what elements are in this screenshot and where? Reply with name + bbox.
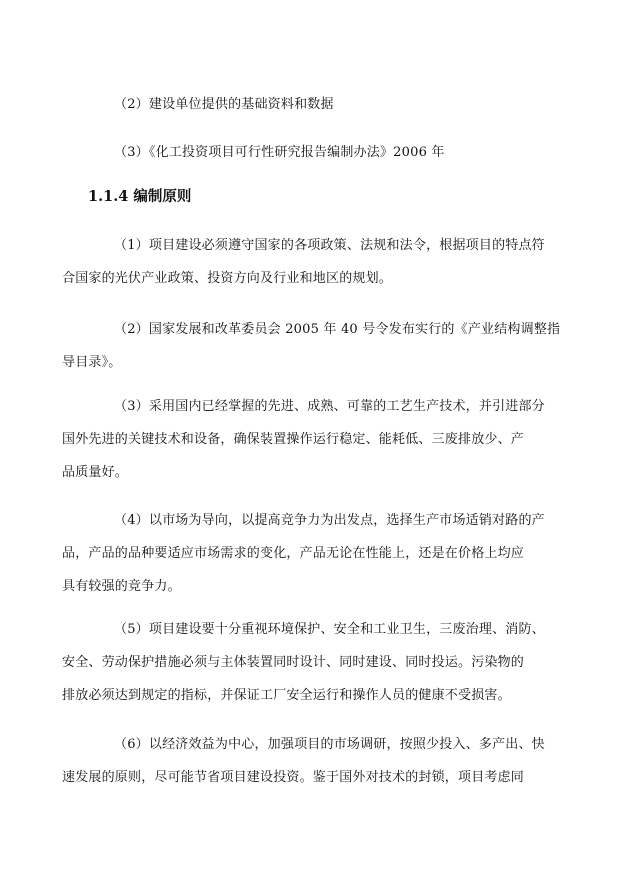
reference-item-3 [88,136,538,169]
principle-2 [62,313,561,379]
principle-4 [62,504,545,603]
principle-2-line-2: 导目录》。 [62,355,122,370]
principle-6 [62,728,545,794]
principle-2-line-1: （2）国家发展和改革委员会 2005 年 40 号令发布实行的《产业结构调整指 [114,322,561,337]
principle-6-line-2: 速发展的原则，尽可能节省项目建设投资。鉴于国外对技术的封锁，项目考虑同 [62,770,525,785]
principle-5-line-3: 排放必须达到规定的指标，并保证工厂安全运行和操作人员的健康不受损害。 [62,688,511,703]
reference-item-2-line: （2）建设单位提供的基础资料和数据 [114,97,334,112]
principle-4-line-3: 具有较强的竞争力。 [62,579,181,594]
principle-1-line-1: （1）项目建设必须遵守国家的各项政策、法规和法令，根据项目的特点符 [114,238,545,253]
principle-1 [62,229,545,295]
principle-5-line-2: 安全、劳动保护措施必须与主体装置同时设计、同时建设、同时投运。污染物的 [62,655,525,670]
principle-5 [62,613,545,712]
principle-4-line-2: 品，产品的品种要适应市场需求的变化，产品无论在性能上，还是在价格上均应 [62,546,525,561]
principle-5-line-1: （5）项目建设要十分重视环境保护、安全和工业卫生，三废治理、消防、 [114,622,545,637]
reference-item-2 [88,88,538,121]
reference-item-3-line: （3）《化工投资项目可行性研究报告编制办法》2006 年 [114,145,445,160]
principle-6-line-1: （6）以经济效益为中心，加强项目的市场调研，按照少投入、多产出、快 [114,737,545,752]
principle-3 [62,390,545,489]
principle-4-line-1: （4）以市场为导向，以提高竞争力为出发点，选择生产市场适销对路的产 [114,513,545,528]
principle-3-line-1: （3）采用国内已经掌握的先进、成熟、可靠的工艺生产技术，并引进部分 [114,399,545,414]
principle-3-line-3: 品质量好。 [62,465,129,480]
principle-3-line-2: 国外先进的关键技术和设备，确保装置操作运行稳定、能耗低、三废排放少、产 [62,432,525,447]
principle-1-line-2: 合国家的光伏产业政策、投资方向及行业和地区的规划。 [62,271,393,286]
section-heading: 1.1.4 编制原则 [88,188,192,205]
